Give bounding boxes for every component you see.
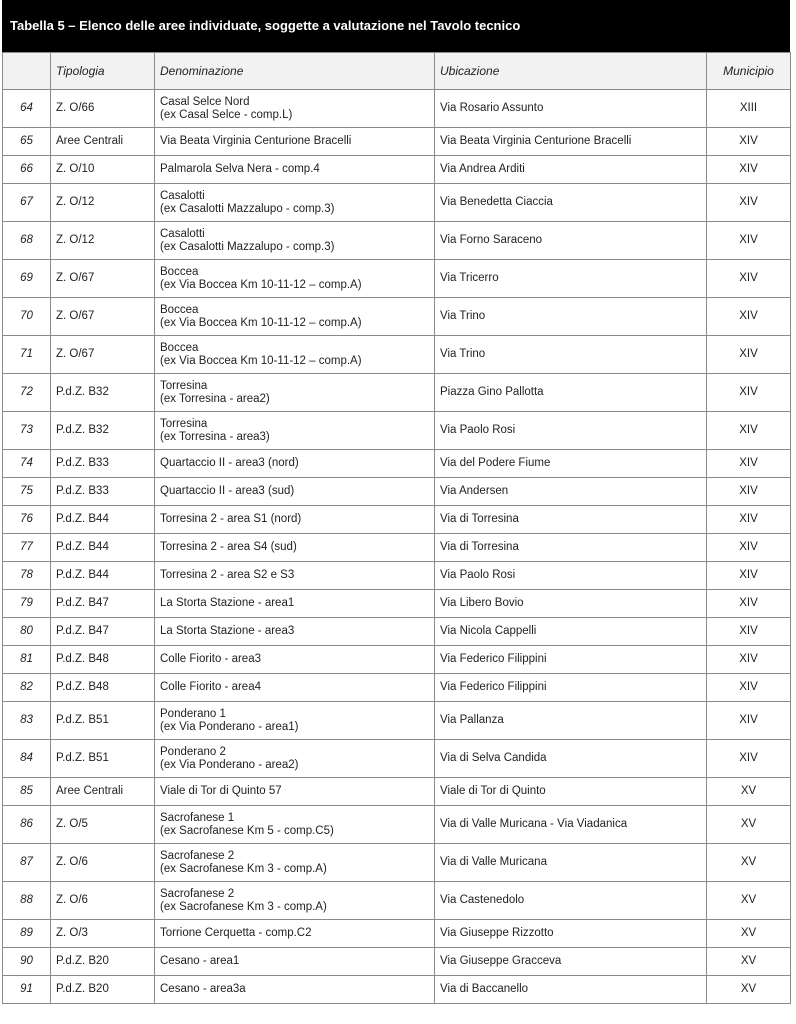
row-number: 86 <box>3 806 51 844</box>
table-header-row <box>3 53 791 90</box>
row-number: 66 <box>3 156 51 184</box>
denominazione-line: Palmarola Selva Nera - comp.4 <box>160 163 320 175</box>
cell-denominazione <box>155 412 435 450</box>
cell-denominazione <box>155 128 435 156</box>
table-row <box>3 184 791 222</box>
cell-tipologia: P.d.Z. B51 <box>51 702 155 740</box>
denominazione-line: Cesano - area3a <box>160 983 246 995</box>
cell-denominazione <box>155 478 435 506</box>
cell-denominazione <box>155 534 435 562</box>
denominazione-line: Torresina <box>160 417 208 430</box>
table-row <box>3 90 791 128</box>
cell-municipio: XIV <box>707 618 791 646</box>
cell-tipologia: P.d.Z. B32 <box>51 412 155 450</box>
denominazione-line: (ex Casalotti Mazzalupo - comp.3) <box>160 202 335 215</box>
row-number: 72 <box>3 374 51 412</box>
row-number: 75 <box>3 478 51 506</box>
cell-municipio: XIII <box>707 90 791 128</box>
cell-tipologia: P.d.Z. B51 <box>51 740 155 778</box>
denominazione-line: (ex Via Ponderano - area2) <box>160 758 299 771</box>
cell-municipio: XIV <box>707 534 791 562</box>
denominazione-line: Sacrofanese 1 <box>160 811 235 824</box>
cell-municipio: XV <box>707 920 791 948</box>
denominazione-line: Ponderano 1 <box>160 707 226 720</box>
cell-tipologia: P.d.Z. B47 <box>51 618 155 646</box>
denominazione-line: (ex Torresina - area3) <box>160 430 270 443</box>
table-row <box>3 562 791 590</box>
denominazione-line: Torrione Cerquetta - comp.C2 <box>160 927 312 939</box>
denominazione-line: Colle Fiorito - area3 <box>160 653 261 665</box>
table-row <box>3 976 791 1004</box>
header-denominazione: Denominazione <box>155 53 435 90</box>
cell-ubicazione: Via Andersen <box>435 478 707 506</box>
denominazione-line: Casalotti <box>160 189 205 202</box>
row-number: 91 <box>3 976 51 1004</box>
row-number: 83 <box>3 702 51 740</box>
cell-denominazione <box>155 222 435 260</box>
cell-tipologia: P.d.Z. B44 <box>51 534 155 562</box>
row-number: 69 <box>3 260 51 298</box>
table-row <box>3 646 791 674</box>
cell-tipologia: Z. O/6 <box>51 844 155 882</box>
cell-ubicazione: Via Rosario Assunto <box>435 90 707 128</box>
cell-municipio: XIV <box>707 674 791 702</box>
table-row <box>3 618 791 646</box>
table-row <box>3 222 791 260</box>
cell-denominazione <box>155 976 435 1004</box>
areas-table <box>2 52 791 1004</box>
row-number: 80 <box>3 618 51 646</box>
cell-municipio: XV <box>707 976 791 1004</box>
cell-denominazione <box>155 156 435 184</box>
denominazione-line: La Storta Stazione - area1 <box>160 597 295 609</box>
cell-denominazione <box>155 702 435 740</box>
cell-ubicazione: Via di Torresina <box>435 534 707 562</box>
denominazione-line: Sacrofanese 2 <box>160 887 235 900</box>
cell-ubicazione: Piazza Gino Pallotta <box>435 374 707 412</box>
denominazione-line: Casalotti <box>160 227 205 240</box>
cell-ubicazione: Via Libero Bovio <box>435 590 707 618</box>
cell-denominazione <box>155 674 435 702</box>
cell-denominazione <box>155 740 435 778</box>
cell-tipologia: Z. O/6 <box>51 882 155 920</box>
cell-tipologia: Z. O/66 <box>51 90 155 128</box>
cell-ubicazione: Via Forno Saraceno <box>435 222 707 260</box>
row-number: 68 <box>3 222 51 260</box>
cell-tipologia: Aree Centrali <box>51 778 155 806</box>
row-number: 70 <box>3 298 51 336</box>
denominazione-line: Quartaccio II - area3 (nord) <box>160 457 299 469</box>
denominazione-line: (ex Via Boccea Km 10-11-12 – comp.A) <box>160 316 362 329</box>
denominazione-line: (ex Sacrofanese Km 3 - comp.A) <box>160 862 327 875</box>
table-row <box>3 702 791 740</box>
denominazione-line: (ex Sacrofanese Km 5 - comp.C5) <box>160 824 334 837</box>
cell-denominazione <box>155 184 435 222</box>
cell-tipologia: P.d.Z. B33 <box>51 478 155 506</box>
table-row <box>3 740 791 778</box>
denominazione-line: Colle Fiorito - area4 <box>160 681 261 693</box>
denominazione-line: Viale di Tor di Quinto 57 <box>160 785 282 797</box>
denominazione-line: Sacrofanese 2 <box>160 849 235 862</box>
denominazione-line: Casal Selce Nord <box>160 95 250 108</box>
denominazione-line: Torresina 2 - area S4 (sud) <box>160 541 297 553</box>
table-row <box>3 920 791 948</box>
denominazione-line: (ex Casal Selce - comp.L) <box>160 108 293 121</box>
row-number: 76 <box>3 506 51 534</box>
table-row <box>3 948 791 976</box>
denominazione-line: Torresina 2 - area S2 e S3 <box>160 569 295 581</box>
cell-tipologia: Aree Centrali <box>51 128 155 156</box>
header-num <box>3 53 51 90</box>
cell-denominazione <box>155 374 435 412</box>
cell-denominazione <box>155 844 435 882</box>
cell-ubicazione: Via di Baccanello <box>435 976 707 1004</box>
cell-ubicazione: Viale di Tor di Quinto <box>435 778 707 806</box>
row-number: 81 <box>3 646 51 674</box>
denominazione-line: Quartaccio II - area3 (sud) <box>160 485 295 497</box>
table-row <box>3 778 791 806</box>
cell-tipologia: P.d.Z. B44 <box>51 562 155 590</box>
cell-municipio: XV <box>707 882 791 920</box>
cell-municipio: XIV <box>707 646 791 674</box>
row-number: 64 <box>3 90 51 128</box>
cell-ubicazione: Via Pallanza <box>435 702 707 740</box>
row-number: 88 <box>3 882 51 920</box>
row-number: 82 <box>3 674 51 702</box>
cell-tipologia: Z. O/12 <box>51 222 155 260</box>
cell-tipologia: Z. O/3 <box>51 920 155 948</box>
cell-tipologia: P.d.Z. B33 <box>51 450 155 478</box>
header-tipologia: Tipologia <box>51 53 155 90</box>
cell-denominazione <box>155 882 435 920</box>
table-row <box>3 298 791 336</box>
cell-denominazione <box>155 506 435 534</box>
table-row <box>3 374 791 412</box>
cell-ubicazione: Via Trino <box>435 298 707 336</box>
cell-municipio: XIV <box>707 562 791 590</box>
denominazione-line: (ex Torresina - area2) <box>160 392 270 405</box>
row-number: 73 <box>3 412 51 450</box>
row-number: 78 <box>3 562 51 590</box>
cell-municipio: XIV <box>707 412 791 450</box>
table-row <box>3 156 791 184</box>
row-number: 90 <box>3 948 51 976</box>
row-number: 84 <box>3 740 51 778</box>
cell-tipologia: Z. O/5 <box>51 806 155 844</box>
cell-tipologia: P.d.Z. B20 <box>51 976 155 1004</box>
row-number: 89 <box>3 920 51 948</box>
table-row <box>3 336 791 374</box>
row-number: 85 <box>3 778 51 806</box>
denominazione-line: (ex Sacrofanese Km 3 - comp.A) <box>160 900 327 913</box>
denominazione-line: Boccea <box>160 341 199 354</box>
cell-municipio: XIV <box>707 184 791 222</box>
cell-ubicazione: Via Federico Filippini <box>435 674 707 702</box>
cell-denominazione <box>155 260 435 298</box>
denominazione-line: (ex Via Boccea Km 10-11-12 – comp.A) <box>160 278 362 291</box>
denominazione-line: Boccea <box>160 265 199 278</box>
denominazione-line: (ex Via Ponderano - area1) <box>160 720 299 733</box>
cell-ubicazione: Via Benedetta Ciaccia <box>435 184 707 222</box>
cell-tipologia: P.d.Z. B32 <box>51 374 155 412</box>
table-row <box>3 674 791 702</box>
cell-denominazione <box>155 450 435 478</box>
denominazione-line: Cesano - area1 <box>160 955 240 967</box>
table-body <box>3 90 791 1004</box>
cell-ubicazione: Via Federico Filippini <box>435 646 707 674</box>
table-title: Tabella 5 – Elenco delle aree individuate, soggette a valutazione nel Tavolo tecnico <box>2 0 790 52</box>
table-row <box>3 844 791 882</box>
header-ubicazione: Ubicazione <box>435 53 707 90</box>
table-row <box>3 128 791 156</box>
cell-tipologia: P.d.Z. B47 <box>51 590 155 618</box>
cell-ubicazione: Via Paolo Rosi <box>435 562 707 590</box>
cell-municipio: XV <box>707 806 791 844</box>
denominazione-line: La Storta Stazione - area3 <box>160 625 295 637</box>
cell-municipio: XIV <box>707 450 791 478</box>
cell-ubicazione: Via di Valle Muricana <box>435 844 707 882</box>
cell-municipio: XIV <box>707 298 791 336</box>
denominazione-line: Ponderano 2 <box>160 745 226 758</box>
cell-ubicazione: Via di Valle Muricana - Via Viadanica <box>435 806 707 844</box>
table-row <box>3 534 791 562</box>
cell-denominazione <box>155 618 435 646</box>
cell-municipio: XIV <box>707 374 791 412</box>
denominazione-line: Via Beata Virginia Centurione Bracelli <box>160 135 352 147</box>
cell-denominazione <box>155 920 435 948</box>
cell-denominazione <box>155 590 435 618</box>
cell-denominazione <box>155 562 435 590</box>
cell-tipologia: Z. O/67 <box>51 336 155 374</box>
table-row <box>3 590 791 618</box>
denominazione-line: (ex Via Boccea Km 10-11-12 – comp.A) <box>160 354 362 367</box>
cell-tipologia: P.d.Z. B44 <box>51 506 155 534</box>
cell-municipio: XIV <box>707 590 791 618</box>
cell-municipio: XIV <box>707 702 791 740</box>
table-row <box>3 478 791 506</box>
cell-denominazione <box>155 298 435 336</box>
cell-municipio: XIV <box>707 260 791 298</box>
cell-ubicazione: Via Paolo Rosi <box>435 412 707 450</box>
cell-municipio: XIV <box>707 740 791 778</box>
document-page <box>2 0 790 1004</box>
table-row <box>3 506 791 534</box>
row-number: 77 <box>3 534 51 562</box>
table-row <box>3 412 791 450</box>
row-number: 67 <box>3 184 51 222</box>
cell-tipologia: Z. O/10 <box>51 156 155 184</box>
cell-municipio: XIV <box>707 336 791 374</box>
row-number: 79 <box>3 590 51 618</box>
table-row <box>3 450 791 478</box>
cell-municipio: XV <box>707 844 791 882</box>
denominazione-line: Torresina 2 - area S1 (nord) <box>160 513 302 525</box>
cell-ubicazione: Via Tricerro <box>435 260 707 298</box>
cell-municipio: XIV <box>707 478 791 506</box>
cell-tipologia: P.d.Z. B48 <box>51 646 155 674</box>
cell-municipio: XV <box>707 778 791 806</box>
cell-tipologia: P.d.Z. B20 <box>51 948 155 976</box>
table-row <box>3 260 791 298</box>
cell-denominazione <box>155 646 435 674</box>
cell-tipologia: Z. O/12 <box>51 184 155 222</box>
cell-tipologia: Z. O/67 <box>51 260 155 298</box>
cell-ubicazione: Via Trino <box>435 336 707 374</box>
cell-municipio: XIV <box>707 156 791 184</box>
cell-ubicazione: Via Beata Virginia Centurione Bracelli <box>435 128 707 156</box>
row-number: 71 <box>3 336 51 374</box>
cell-denominazione <box>155 336 435 374</box>
row-number: 65 <box>3 128 51 156</box>
cell-denominazione <box>155 948 435 976</box>
cell-municipio: XIV <box>707 222 791 260</box>
cell-tipologia: P.d.Z. B48 <box>51 674 155 702</box>
cell-ubicazione: Via Nicola Cappelli <box>435 618 707 646</box>
cell-municipio: XV <box>707 948 791 976</box>
denominazione-line: (ex Casalotti Mazzalupo - comp.3) <box>160 240 335 253</box>
cell-tipologia: Z. O/67 <box>51 298 155 336</box>
cell-municipio: XIV <box>707 506 791 534</box>
cell-municipio: XIV <box>707 128 791 156</box>
cell-ubicazione: Via Castenedolo <box>435 882 707 920</box>
header-municipio: Municipio <box>707 53 791 90</box>
cell-ubicazione: Via Giuseppe Gracceva <box>435 948 707 976</box>
cell-ubicazione: Via di Selva Candida <box>435 740 707 778</box>
row-number: 87 <box>3 844 51 882</box>
table-row <box>3 806 791 844</box>
denominazione-line: Boccea <box>160 303 199 316</box>
cell-denominazione <box>155 90 435 128</box>
cell-ubicazione: Via di Torresina <box>435 506 707 534</box>
cell-denominazione <box>155 806 435 844</box>
cell-ubicazione: Via del Podere Fiume <box>435 450 707 478</box>
cell-ubicazione: Via Giuseppe Rizzotto <box>435 920 707 948</box>
denominazione-line: Torresina <box>160 379 208 392</box>
row-number: 74 <box>3 450 51 478</box>
table-row <box>3 882 791 920</box>
cell-denominazione <box>155 778 435 806</box>
cell-ubicazione: Via Andrea Arditi <box>435 156 707 184</box>
